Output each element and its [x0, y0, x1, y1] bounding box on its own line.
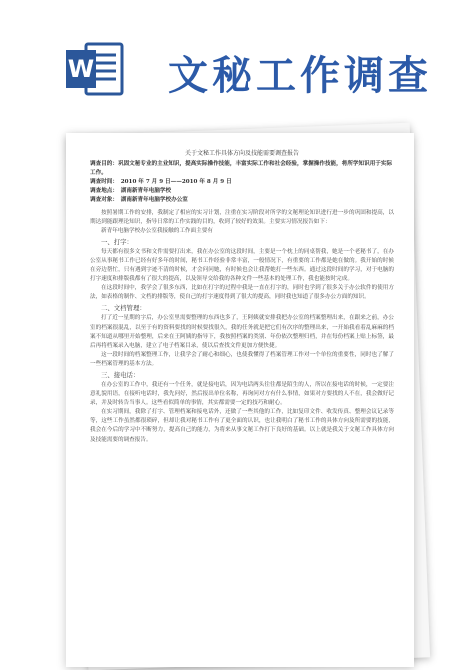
- section-heading-typing: 一、打字：: [101, 237, 133, 246]
- meta-location: 调查地点： 湖南新青年电脑学校: [90, 188, 172, 195]
- banner-title: 文秘工作调查: [168, 53, 432, 99]
- word-document-icon: [64, 38, 126, 100]
- body-paragraph: 在实习期间，我除了打字、管理档案和接电话外，还做了一些其他的工作，比如复印文件、收发传真、整理会议记录等等，这些工作虽然都很琐碎，但却让我对秘书工作有了更全面的认识，也让我明白了秘书工作的具体方向及所需要的技能，我会在今后的学习中不断努力，提高自己的能力，为将来从事文秘工作打下良好的基础。以上就是我关于文秘工作具体方向及技能需要的调查报告。: [90, 409, 394, 443]
- banner: [0, 0, 474, 125]
- body-paragraph: 在办公室的工作中，我还有一个任务，就是接电话，因为电话两头往往都是陌生的人，所以在接电话的时候，一定要注意礼貌用语，在接听电话时，我先问好，然后报出单位名称，再询问对方有什么事情，如果对方要找的人不在，我会做好记录，并及时转告当事人。这些看似简单的事情，其实都需要一定的技巧和耐心。: [90, 381, 394, 407]
- intro-paragraph: 新青年电脑学校办公室我接触的工作面主要有: [101, 227, 213, 234]
- meta-purpose: 调查目的：巩固文秘专业的主业知识，提高实际操作技能，丰富实际工作和社会经验，掌握操作技能，将所学知识用于实际工作。: [90, 161, 393, 177]
- body-paragraph: 每天都有很多文书和文件需要打出来，我在办公室的这段时间，主要是一个枕上的同桌帮我，她是一个老秘书了，在办公室从事秘书工作已经有好多年的时间，秘书工作经验非常丰富，一般情况下，有重要的工作都是她在做的。我开始的时候在旁边帮忙，只有遇到字迹不清的时候，才会问问她，有时候也会让我帮她打一些东西。通过这段时间的学习，对于电脑的打字速度和排版我都有了很大的提高，以及领导交给我的各种文件一些基本的处理工作，我也能按时完成。: [90, 248, 394, 283]
- body-paragraph: 这一段时间的档案整理工作，让我学会了耐心和细心，也使我懂得了档案管理工作对一个单位的重要性，同时也了解了一些档案管理的基本方法。: [90, 351, 394, 367]
- body-paragraph: 在这段时间中，我学会了很多东西，比如在打字的过程中我是一直在打字的，同时也学到了很多关于办公软件的使用方法，如表格的制作、文档的排版等，使自己的打字速度得到了很大的提高，同时我也知道了很多办公方面的知识。: [90, 285, 394, 301]
- section-heading-documents: 二、文档管理：: [101, 304, 146, 313]
- document-page: [66, 133, 414, 667]
- word-logo-letter: W: [67, 55, 95, 83]
- meta-time: 调查时间： 2010 年 7 月 9 日——2010 年 8 月 9 日: [90, 179, 232, 186]
- section-heading-phone: 三、接电话：: [101, 370, 140, 379]
- intro-paragraph: 按照暑期工作的安排，我制定了相应的实习计划，注重在实习阶段对所学的文秘理论知识进行进一步的巩固和提高，以期达到能跟理论知识，指导日常的工作实践的目的，收到了较好的效果。主要实习情况报告如下：: [90, 209, 394, 225]
- body-paragraph: 打了近一星期的字后，办公室里需要整理的东西也多了，王阿姨就安排我把办公室的档案整理出来，在跟来之前，办公室的档案很混乱，以至于有的资料要找的时候要找很久，我的任务就是把它们有次序的整理出来，一开始我看着乱麻麻的档案不知道从哪里开始整理，后来在王阿姨的指导下，我按照档案的类别、年份依次整理归档，并在每份档案上贴上标签，最后再将档案录入电脑，建立了电子档案目录，使以后查找文件更加方便快捷。: [90, 315, 394, 349]
- document-preview: [0, 125, 474, 669]
- document-title: 关于文秘工作具体方向及技能需要调查报告: [184, 150, 299, 157]
- meta-subject: 调查对象： 湖南新青年电脑学校办公室: [90, 197, 188, 204]
